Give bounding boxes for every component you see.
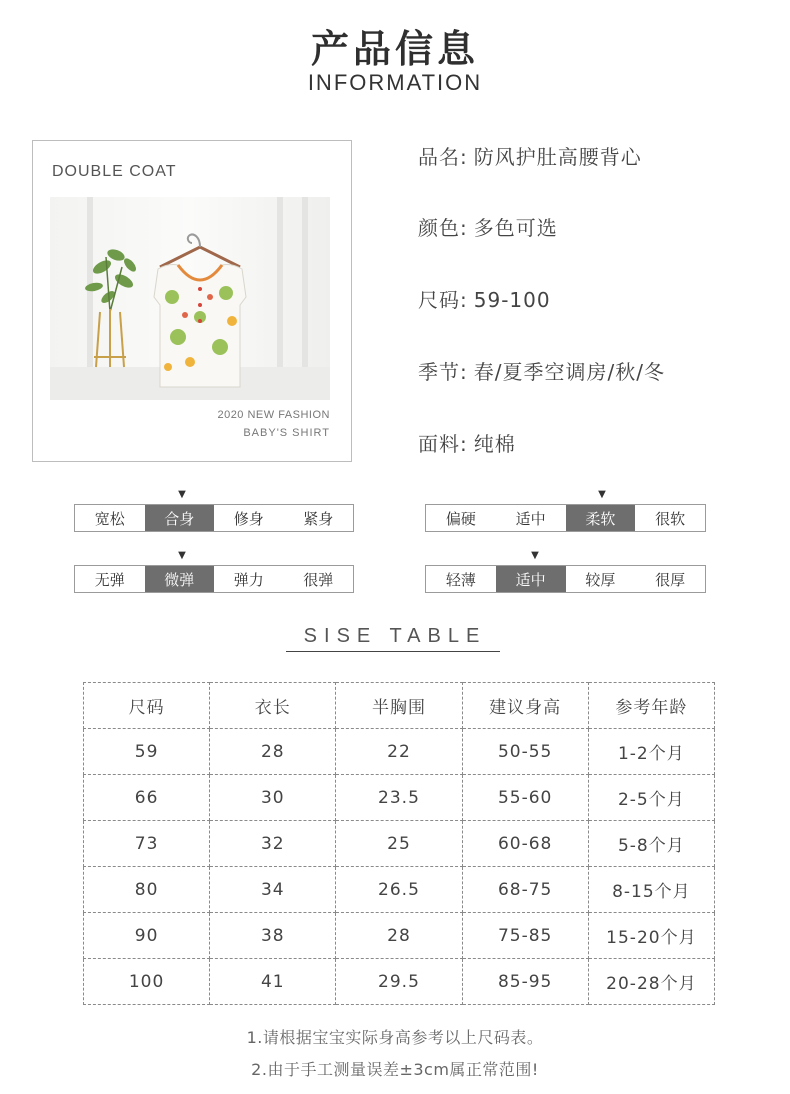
info-label: 颜色: — [418, 216, 468, 240]
fit-option: 修身 — [233, 509, 264, 528]
size-table-title-underline — [286, 651, 500, 652]
info-label: 季节: — [418, 360, 468, 384]
table-cell: 2-5个月 — [588, 775, 714, 821]
info-value: 多色可选 — [473, 216, 558, 240]
table-cell: 55-60 — [462, 775, 588, 821]
table-row — [84, 867, 715, 913]
elasticity-option: 无弹 — [94, 570, 125, 589]
table-cell: 90 — [84, 913, 210, 959]
table-cell: 34 — [210, 867, 336, 913]
table-cell: 28 — [210, 729, 336, 775]
hardness-option-selected: 柔软 — [566, 505, 636, 531]
table-cell: 20-28个月 — [588, 959, 714, 1005]
thickness-scale — [425, 565, 706, 593]
elasticity-option: 弹力 — [233, 570, 264, 589]
table-cell: 5-8个月 — [588, 821, 714, 867]
table-cell: 60-68 — [462, 821, 588, 867]
table-cell: 8-15个月 — [588, 867, 714, 913]
thickness-option: 较厚 — [585, 570, 616, 589]
info-row-name — [418, 141, 642, 170]
column-header: 半胸围 — [336, 683, 462, 729]
table-row — [84, 729, 715, 775]
table-cell: 25 — [336, 821, 462, 867]
table-cell: 23.5 — [336, 775, 462, 821]
elasticity-scale — [74, 565, 354, 593]
elasticity-indicator-icon: ▼ — [178, 550, 186, 561]
elasticity-option-selected: 微弹 — [145, 566, 215, 592]
info-row-fabric — [418, 428, 516, 457]
size-table — [83, 682, 715, 1005]
table-row — [84, 775, 715, 821]
table-cell: 1-2个月 — [588, 729, 714, 775]
info-value: 59-100 — [473, 288, 551, 312]
fit-option: 宽松 — [94, 509, 125, 528]
hardness-option: 偏硬 — [445, 509, 476, 528]
fit-scale — [74, 504, 354, 532]
info-value: 纯棉 — [473, 432, 516, 456]
table-cell: 22 — [336, 729, 462, 775]
column-header: 尺码 — [84, 683, 210, 729]
info-value: 春/夏季空调房/秋/冬 — [473, 360, 665, 384]
table-cell: 100 — [84, 959, 210, 1005]
info-label: 尺码: — [418, 288, 468, 312]
fit-option-selected: 合身 — [145, 505, 215, 531]
table-cell: 59 — [84, 729, 210, 775]
table-row — [84, 913, 715, 959]
page-title: 产品信息 — [310, 27, 479, 71]
table-cell: 41 — [210, 959, 336, 1005]
table-cell: 85-95 — [462, 959, 588, 1005]
note-1: 1.请根据宝宝实际身高参考以上尺码表。 — [246, 1028, 544, 1047]
note-2: 2.由于手工测量误差±3cm属正常范围! — [251, 1060, 539, 1079]
fashion-tagline-1: 2020 NEW FASHION — [217, 409, 330, 421]
fit-option: 紧身 — [303, 509, 334, 528]
info-value: 防风护肚高腰背心 — [473, 145, 642, 169]
table-cell: 30 — [210, 775, 336, 821]
hardness-option: 很软 — [655, 509, 686, 528]
table-cell: 32 — [210, 821, 336, 867]
brand-label: DOUBLE COAT — [52, 163, 177, 180]
thickness-option: 很厚 — [655, 570, 686, 589]
column-header: 建议身高 — [462, 683, 588, 729]
table-row — [84, 959, 715, 1005]
column-header: 参考年龄 — [588, 683, 714, 729]
table-cell: 15-20个月 — [588, 913, 714, 959]
table-cell: 29.5 — [336, 959, 462, 1005]
thickness-indicator-icon: ▼ — [531, 550, 539, 561]
hardness-option: 适中 — [515, 509, 546, 528]
info-label: 面料: — [418, 432, 468, 456]
info-row-season — [418, 356, 665, 385]
table-cell: 28 — [336, 913, 462, 959]
info-row-size — [418, 284, 551, 313]
table-cell: 26.5 — [336, 867, 462, 913]
table-cell: 66 — [84, 775, 210, 821]
thickness-option: 轻薄 — [445, 570, 476, 589]
table-cell: 75-85 — [462, 913, 588, 959]
info-label: 品名: — [418, 145, 468, 169]
fit-indicator-icon: ▼ — [178, 489, 186, 500]
elasticity-option: 很弹 — [303, 570, 334, 589]
column-header: 衣长 — [210, 683, 336, 729]
table-cell: 38 — [210, 913, 336, 959]
table-cell: 68-75 — [462, 867, 588, 913]
size-table-title: SISE TABLE — [303, 625, 487, 647]
hardness-scale — [425, 504, 706, 532]
table-cell: 50-55 — [462, 729, 588, 775]
size-table-header-row — [84, 683, 715, 729]
fashion-tagline-2: BABY'S SHIRT — [243, 427, 330, 439]
hardness-indicator-icon: ▼ — [598, 489, 606, 500]
product-photo — [50, 197, 330, 400]
info-row-color — [418, 212, 558, 241]
thickness-option-selected: 适中 — [496, 566, 566, 592]
table-row — [84, 821, 715, 867]
product-illustration — [50, 197, 330, 400]
table-cell: 80 — [84, 867, 210, 913]
table-cell: 73 — [84, 821, 210, 867]
page-subtitle: INFORMATION — [307, 70, 483, 95]
